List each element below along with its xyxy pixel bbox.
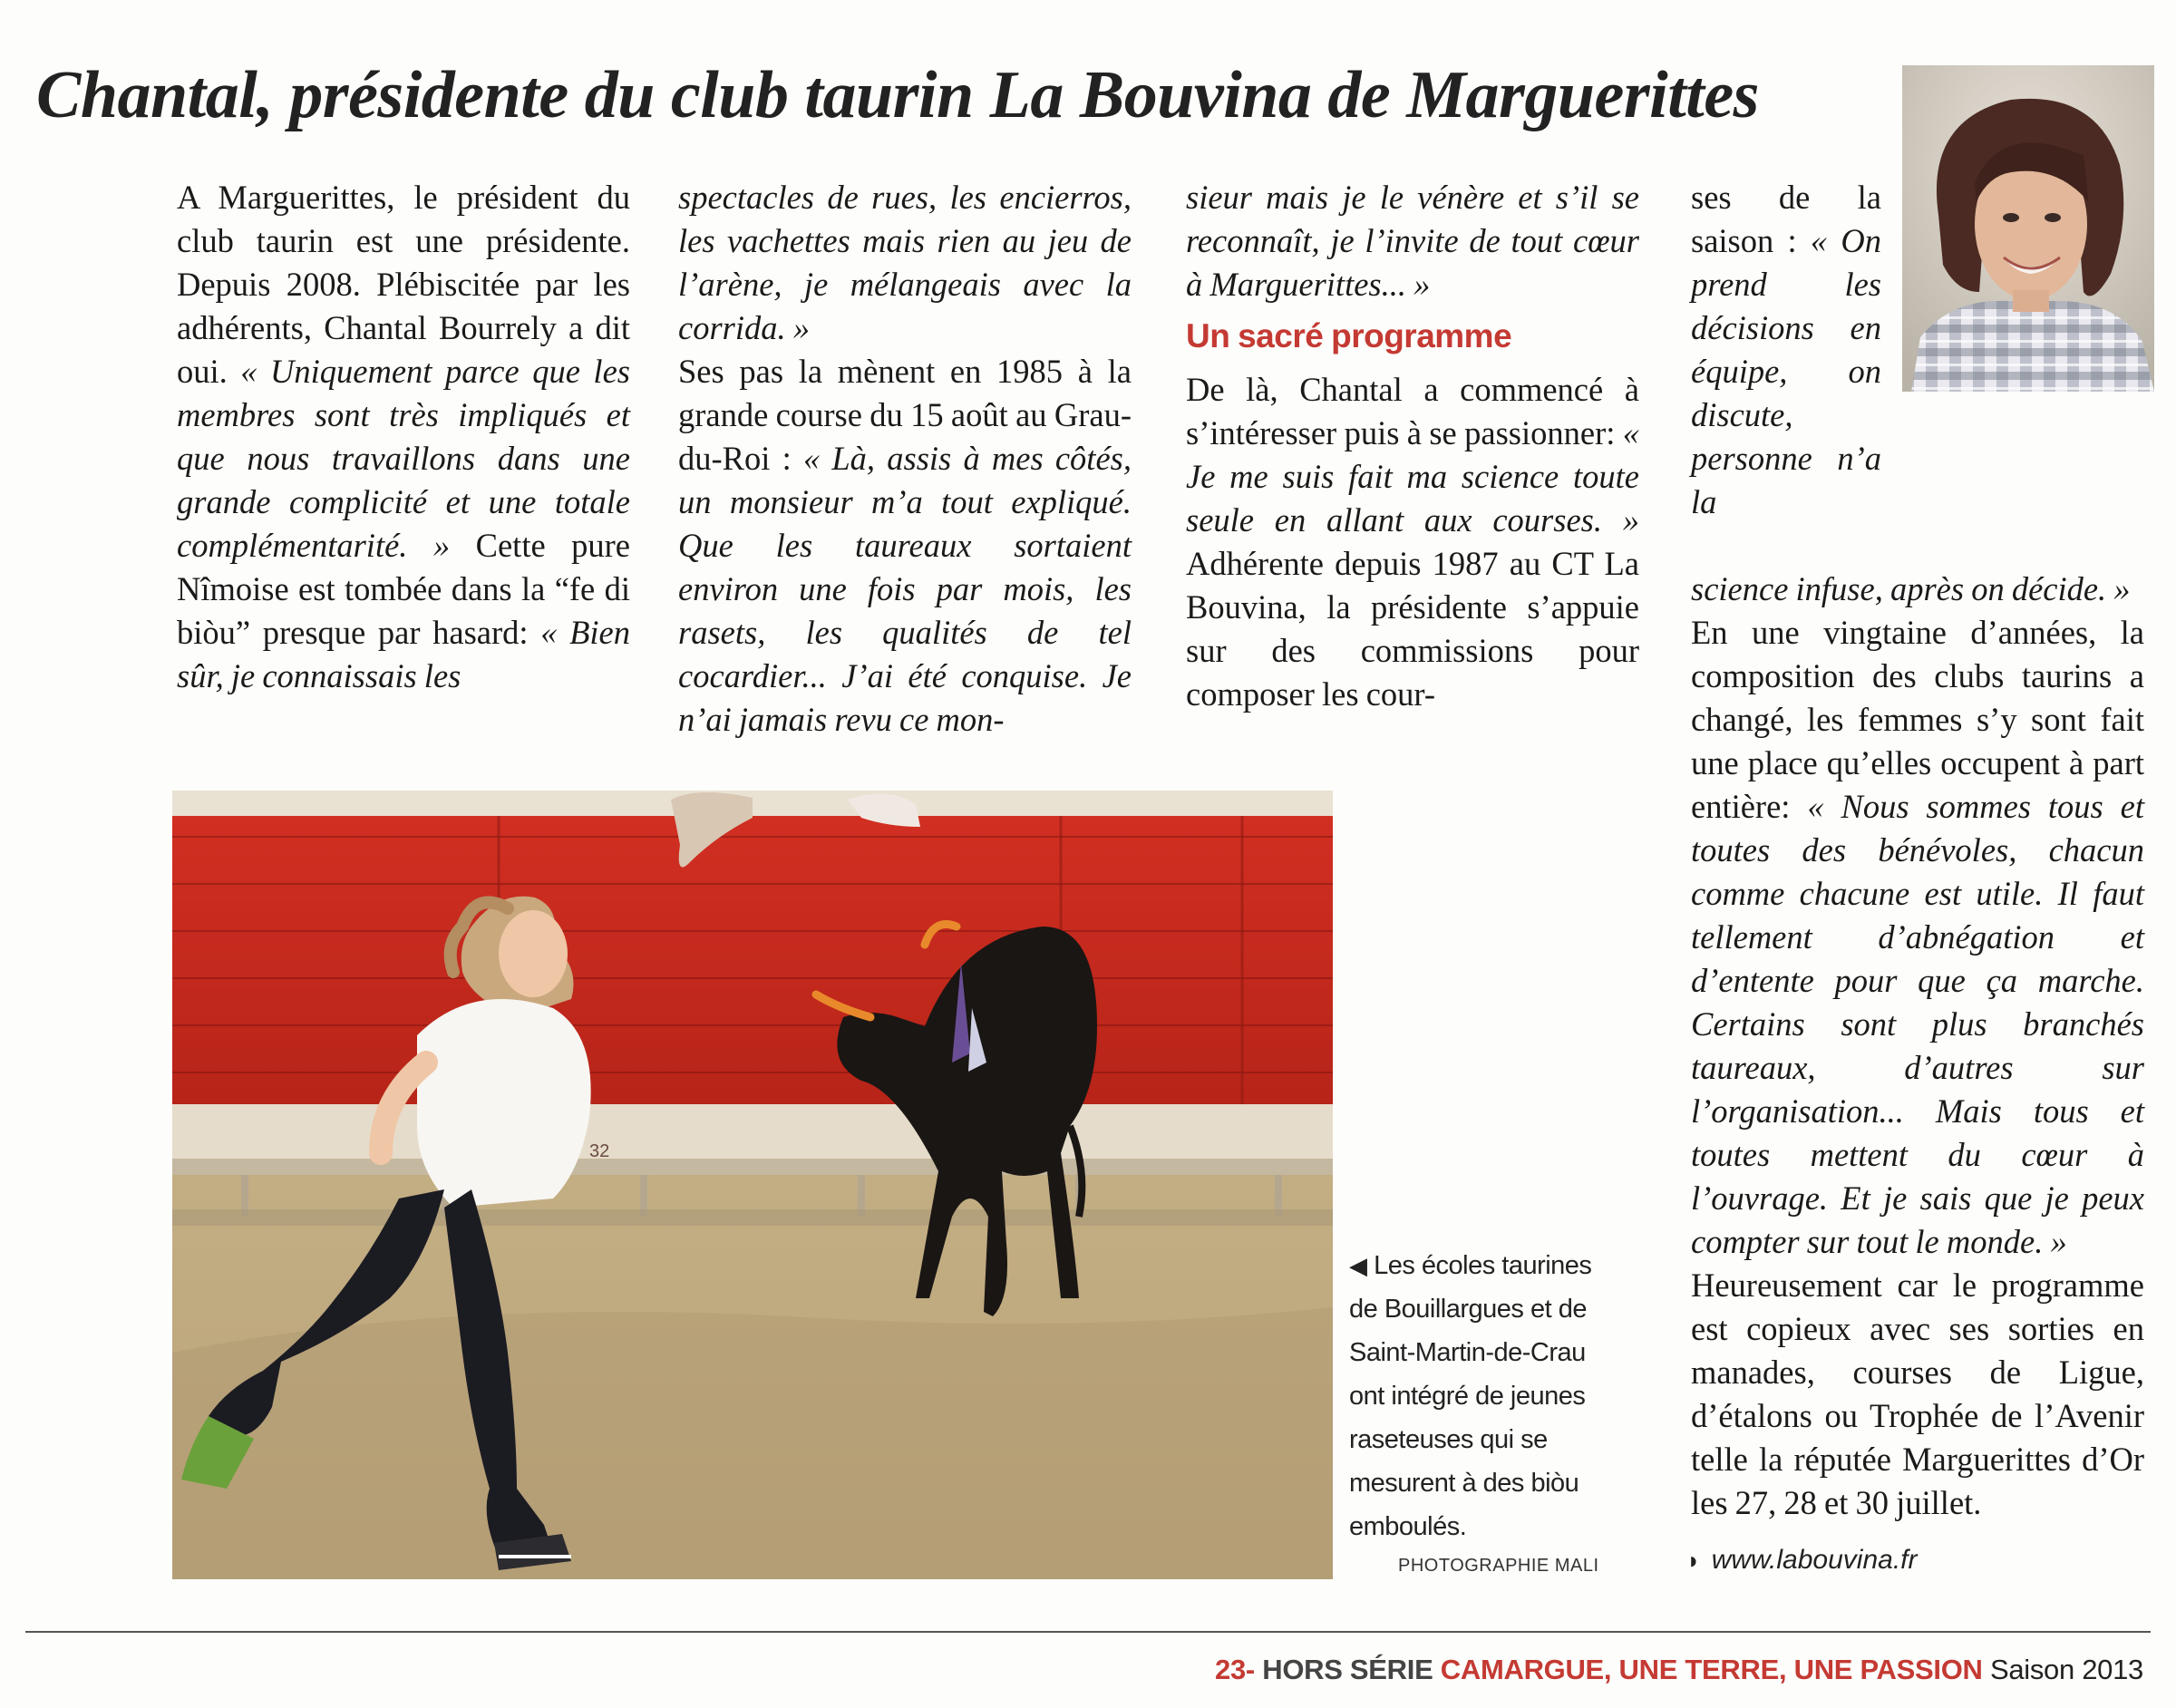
text-run: De là, Chantal a commencé à s’intéresser puis à se passionner:: [1186, 371, 1639, 451]
page-number: 23-: [1215, 1654, 1255, 1685]
quote-run: science infuse, après on décide. »: [1691, 570, 2131, 607]
article-title: Chantal, présidente du club taurin La Bouvina de Marguerittes: [36, 58, 1759, 132]
quote-run: sieur mais je le vénère et s’il se reconnaît, je l’invite de tout cœur à Marguerittes... »: [1186, 179, 1639, 303]
raseteuse-photo-illustration: [172, 791, 1333, 1579]
column-1-text: [177, 176, 630, 698]
publication-name: CAMARGUE, UNE TERRE, UNE PASSION: [1440, 1654, 1983, 1685]
article-column-3: [1186, 176, 1639, 716]
column-3-text: [1186, 176, 1639, 306]
quote-run: « Je me suis fait ma science toute seule en allant aux courses. »: [1186, 414, 1639, 539]
article-column-1: [177, 176, 630, 698]
text-run: ses de la saison :: [1691, 179, 1881, 259]
article-column-2: [678, 176, 1132, 742]
quote-run: spectacles de rues, les encierros, les vachettes mais rien au jeu de l’arène, je mélangeais avec la corrida. »: [678, 179, 1132, 346]
text-run: Ses pas la mènent en 1985 à la grande course du 15 août au Grau-du-Roi :: [678, 353, 1132, 477]
column-4-top-text: [1691, 176, 1881, 524]
website-url[interactable]: www.labouvina.fr: [1711, 1545, 1918, 1575]
caption-arrow-icon: ◀: [1349, 1252, 1367, 1279]
article-column-4-bottom: [1691, 568, 2144, 1525]
page-footer: [1215, 1652, 2143, 1688]
quote-run: « Nous sommes tous et toutes des bénévoles, chacun comme chacune est utile. Il faut tellement d’abnégation et d’entente pour que ça marche. Certains sont plus branchés taureaux, d’autres sur l’organisation... Mais tous et toutes mettent du cœur à l’ouvrage. Et je sais que je peux compter sur tout le monde. »: [1691, 788, 2144, 1260]
website-link[interactable]: [1686, 1545, 1918, 1576]
text-run: Heureusement car le programme est copieux avec ses sorties en manades, courses de Ligue, d’étalons ou Trophée de l’Avenir telle la réputée Marguerittes d’Or les 27, 28 et 30 juillet.: [1691, 1266, 2144, 1521]
series-label: HORS SÉRIE: [1262, 1654, 1433, 1685]
footer-divider: [25, 1631, 2151, 1633]
column-4-bottom-text: [1691, 568, 2144, 1525]
text-run: A Marguerittes, le président du club taurin est une présidente. Depuis 2008. Plébiscitée par les adhérents, Chantal Bourrely a dit oui.: [177, 179, 630, 390]
photo-caption: [1349, 1244, 1621, 1548]
column-3-text-after-subhead: [1186, 368, 1639, 716]
column-2-text: [678, 176, 1132, 742]
portrait-photo: [1902, 65, 2154, 392]
photo-credit: PHOTOGRAPHIE MALI: [1398, 1556, 1599, 1576]
barrier-number: 32: [589, 1141, 610, 1161]
text-run: Cette pure Nîmoise est tombée dans la “fe di biòu” presque par hasard:: [177, 527, 630, 651]
text-run: En une vingtaine d’années, la composition des clubs taurins a changé, les femmes s’y sont fait une place qu’elles occupent à part entière:: [1691, 614, 2144, 825]
season-label: Saison 2013: [1989, 1654, 2143, 1685]
caption-text: Les écoles taurines de Bouillargues et de Saint-Martin-de-Crau ont intégré de jeunes raseteuses qui se mesurent à des biòu emboulés.: [1349, 1251, 1592, 1541]
quote-run: « Là, assis à mes côtés, un monsieur m’a tout expliqué. Que les taureaux sortaient environ une fois par mois, les rasets, les qualités de tel cocardier... J’ai été conquise. Je n’ai jamais revu ce mon-: [678, 440, 1132, 738]
quote-run: « On prend les décisions en équipe, on discute, personne n’a la: [1691, 222, 1881, 520]
main-photo: [172, 791, 1333, 1579]
quote-run: « Uniquement parce que les membres sont très impliqués et que nous travaillons dans une grande complicité et une totale complémentarité. »: [177, 353, 630, 564]
quote-run: « Bien sûr, je connaissais les: [177, 614, 631, 694]
bullet-arrow-icon: ◗: [1686, 1547, 1701, 1574]
portrait-illustration: [1902, 65, 2154, 392]
section-subheading: Un sacré programme: [1186, 317, 1512, 354]
article-column-4-top: [1691, 176, 1881, 524]
text-run: Adhérente depuis 1987 au CT La Bouvina, la présidente s’appuie sur des commissions pour composer les cour-: [1186, 545, 1639, 713]
